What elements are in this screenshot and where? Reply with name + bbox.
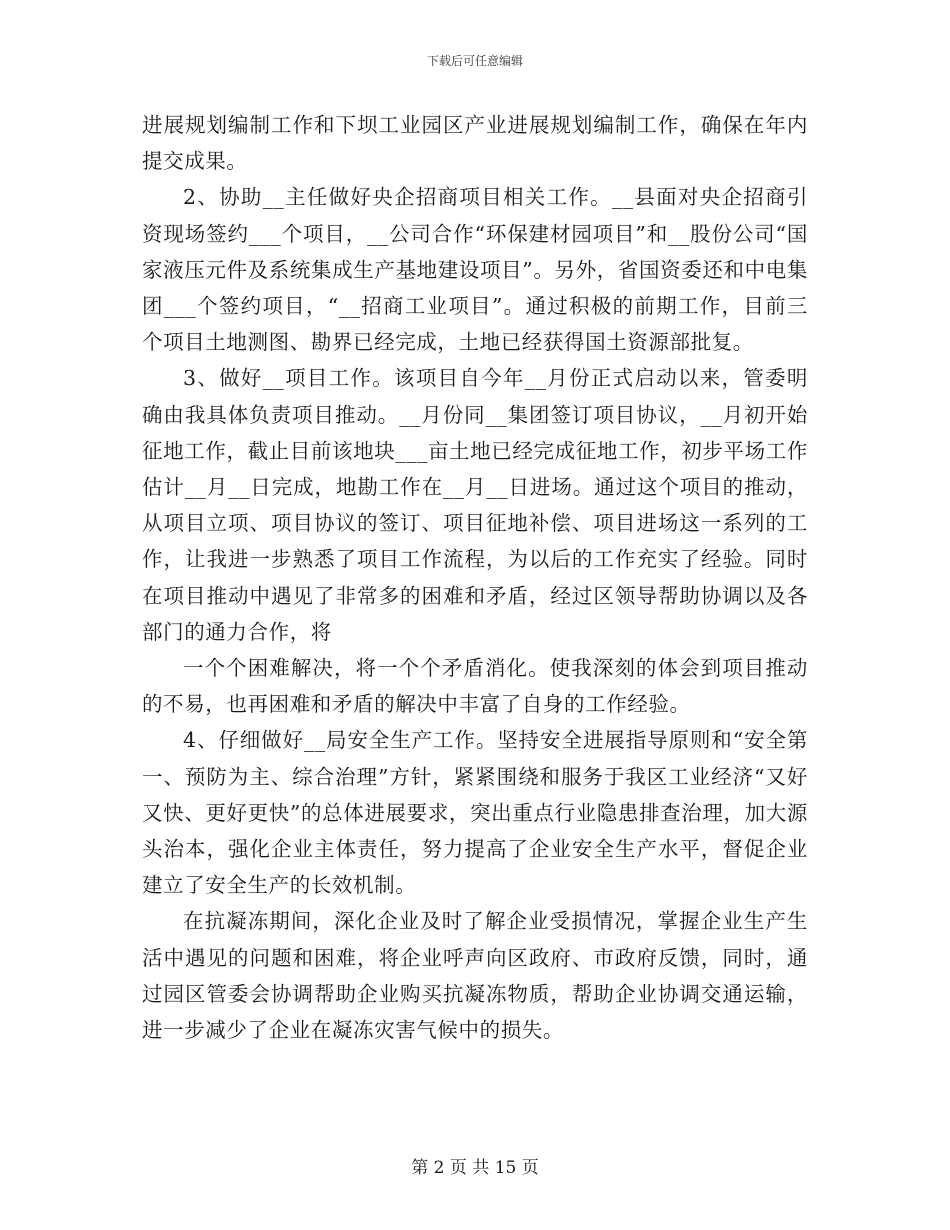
paragraph-item-4: 4、仔细做好__局安全生产工作。坚持安全进展指导原则和“安全第一、预防为主、综合治理”方针，紧紧围绕和服务于我区工业经济“又好又快、更好更快”的总体进展要求，突出重点行业隐患排查治理，加大源头治本，强化企业主体责任，努力提高了企业安全生产水平，督促企业建立了安全生产的长效机制。	[142, 728, 808, 898]
document-body	[142, 107, 808, 1048]
page-footer: 第 2 页 共 15 页	[411, 1158, 539, 1178]
paragraph-item-2: 2、协助__主任做好央企招商项目相关工作。__县面对央企招商引资现场签约___个项目，__公司合作“环保建材园项目”和__股份公司“国家液压元件及系统集成生产基地建设项目”。另外，省国资委还和中电集团___个签约项目，“__招商工业项目”。通过积极的前期工作，目前三个项目土地测图、勘界已经完成，土地已经获得国土资源部批复。	[142, 185, 808, 355]
paragraph-item-3-continued: 一个个困难解决，将一个个矛盾消化。使我深刻的体会到项目推动的不易，也再困难和矛盾的解决中丰富了自身的工作经验。	[142, 656, 808, 717]
paragraph-anti-freeze: 在抗凝冻期间，深化企业及时了解企业受损情况，掌握企业生产生活中遇见的问题和困难，将企业呼声向区政府、市政府反馈，同时，通过园区管委会协调帮助企业购买抗凝冻物质，帮助企业协调交通运输，进一步减少了企业在凝冻灾害气候中的损失。	[142, 909, 808, 1043]
paragraph-item-3: 3、做好__项目工作。该项目自今年__月份正式启动以来，管委明确由我具体负责项目推动。__月份同__集团签订项目协议，__月初开始征地工作，截止目前该地块___亩土地已经完成征地工作，初步平场工作估计__月__日完成，地勘工作在__月__日进场。通过这个项目的推动，从项目立项、项目协议的签订、项目征地补偿、项目进场这一系列的工作，让我进一步熟悉了项目工作流程，为以后的工作充实了经验。同时在项目推动中遇见了非常多的困难和矛盾，经过区领导帮助协调以及各部门的通力合作，将	[142, 366, 808, 644]
page-header: 下载后可任意编辑	[426, 54, 523, 68]
paragraph-continuation: 进展规划编制工作和下坝工业园区产业进展规划编制工作，确保在年内提交成果。	[142, 113, 808, 174]
